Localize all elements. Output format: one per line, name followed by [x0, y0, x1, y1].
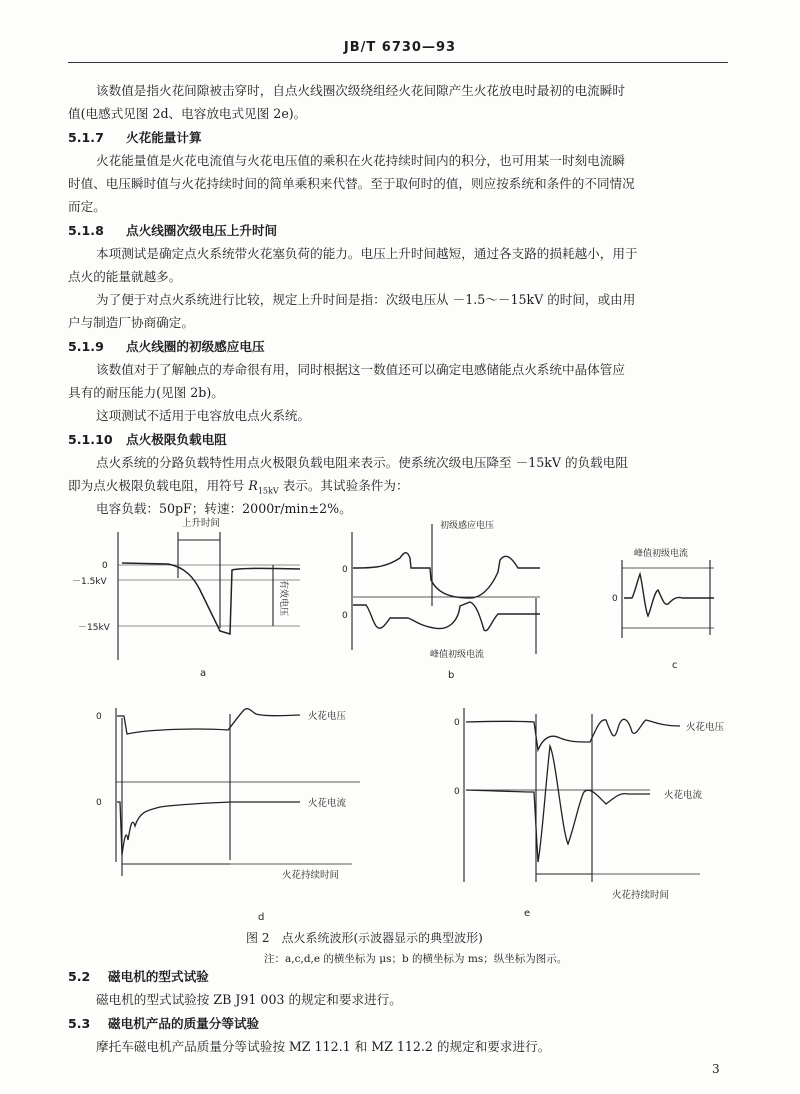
subfigure-label-e: e [524, 908, 531, 919]
primary-voltage-trace [353, 553, 540, 598]
spark-duration-label: 火花持续时间 [612, 890, 670, 901]
paragraph-line: 本项测试是确定点火系统带火花塞负荷的能力。电压上升时间越短，通过各支路的损耗越小，用于 [96, 246, 638, 261]
paragraph-line: 户与制造厂协商确定。 [68, 315, 194, 330]
figure-note: 注：a,c,d,e 的横坐标为 μs；b 的横坐标为 ms；纵坐标为图示。 [264, 953, 568, 965]
paragraph-line: 值(电感式见图 2d、电容放电式见图 2e)。 [68, 106, 307, 121]
paragraph-line: 点火系统的分路负载特性用点火极限负载电阻来表示。使系统次级电压降至 －15kV 的负载电阻 [96, 455, 628, 470]
waveform-b [342, 519, 540, 681]
header-rule [68, 62, 728, 63]
paragraph-line: 电容负载：50pF；转速：2000r/min±2%。 [96, 501, 352, 516]
section-number: 5.3 [68, 1016, 91, 1031]
primary-current-trace [353, 602, 540, 631]
paragraph-line: 该数值是指火花间隙被击穿时，自点火线圈次级绕组经火花间隙产生火花放电时最初的电流瞬时 [96, 83, 625, 98]
spark-voltage-label: 火花电压 [686, 722, 725, 733]
waveform-d [96, 708, 360, 923]
symbol-subscript: 15kV [257, 486, 279, 496]
spark-voltage-trace [117, 709, 300, 734]
section-title: 磁电机的型式试验 [108, 969, 209, 984]
paragraph-line: 这项测试不适用于电容放电点火系统。 [96, 408, 311, 423]
zero-label: 0 [342, 565, 348, 575]
peak-primary-current-label: 峰值初级电流 [634, 549, 689, 559]
zero-label: 0 [342, 611, 348, 621]
paragraph-line: 火花能量值是火花电流值与火花电压值的乘积在火花持续时间内的积分，也可用某一时刻电流瞬 [96, 153, 625, 168]
waveform-c [612, 547, 714, 671]
section-title: 点火线圈的初级感应电压 [126, 339, 265, 354]
spark-voltage-label: 火花电压 [308, 711, 347, 722]
subfigure-label-d: d [258, 912, 265, 923]
zero-label: 0 [96, 712, 102, 722]
subfigure-label-b: b [448, 670, 455, 681]
section-heading-5-2 [68, 965, 209, 988]
section-heading-5-1-7 [68, 126, 202, 149]
paragraph-line: 具有的耐压能力(见图 2b)。 [68, 385, 224, 400]
spark-current-trace [466, 746, 650, 862]
zero-label: 0 [612, 594, 618, 604]
section-heading-5-1-10 [68, 428, 227, 451]
figure-caption: 图 2 点火系统波形(示波器显示的典型波形) [246, 931, 483, 945]
page-number: 3 [712, 1062, 720, 1076]
spark-voltage-trace [466, 719, 680, 750]
paragraph-line: 摩托车磁电机产品质量分等试验按 MZ 112.1 和 MZ 112.2 的规定和要求进行。 [96, 1039, 551, 1054]
paragraph-line: 点火的能量就越多。 [68, 269, 182, 284]
subfigure-label-a: a [200, 668, 207, 679]
spark-current-label: 火花电流 [664, 790, 703, 801]
section-number: 5.1.7 [68, 130, 104, 145]
paragraph-line: 该数值对于了解触点的寿命很有用，同时根据这一数值还可以确定电感储能点火系统中晶体管应 [96, 362, 625, 377]
section-heading-5-3 [68, 1012, 259, 1035]
waveform-e [454, 708, 725, 919]
section-title: 磁电机产品的质量分等试验 [108, 1016, 260, 1031]
section-heading-5-1-9 [68, 335, 265, 358]
current-trace [624, 574, 714, 616]
spark-current-label: 火花电流 [308, 798, 347, 809]
zero-label: 0 [454, 718, 460, 728]
effective-voltage-label: 有效电压 [278, 580, 288, 617]
section-title: 点火极限负载电阻 [126, 432, 227, 447]
section-title: 火花能量计算 [126, 130, 202, 145]
symbol-r: R [248, 478, 258, 493]
peak-primary-current-label: 峰值初级电流 [430, 650, 485, 660]
section-title: 点火线圈次级电压上升时间 [126, 223, 278, 238]
axis-label-1-5kv: －1.5kV [72, 577, 107, 587]
section-number: 5.2 [68, 969, 91, 984]
section-heading-5-1-8 [68, 219, 277, 242]
primary-induced-voltage-label: 初级感应电压 [440, 521, 495, 531]
spark-duration-label: 火花持续时间 [282, 870, 340, 881]
zero-label: 0 [96, 798, 102, 808]
spark-current-trace [117, 802, 300, 855]
axis-label-15kv: －15kV [78, 623, 110, 633]
rise-time-label: 上升时间 [182, 518, 221, 529]
text-run: 即为点火极限负载电阻，用符号 [68, 478, 249, 493]
section-number: 5.1.9 [68, 339, 104, 354]
paragraph-line: 而定。 [68, 199, 106, 214]
text-run: 表示。其试验条件为： [278, 478, 409, 493]
section-number: 5.1.8 [68, 223, 104, 238]
section-number: 5.1.10 [68, 432, 113, 447]
figure-2-waveforms [0, 510, 800, 940]
zero-label: 0 [102, 561, 108, 571]
zero-label: 0 [454, 787, 460, 797]
paragraph-line: 为了便于对点火系统进行比较，规定上升时间是指：次级电压从 －1.5～－15kV 的时间，或由用 [96, 292, 636, 307]
document-header: JB/T 6730—93 [343, 40, 457, 55]
paragraph-line: 时值、电压瞬时值与火花持续时间的简单乘积来代替。至于取何时的值，则应按系统和条件的不同情况 [68, 176, 635, 191]
subfigure-label-c: c [672, 660, 678, 671]
waveform-a [72, 517, 300, 679]
paragraph-line: 磁电机的型式试验按 ZB J91 003 的规定和要求进行。 [96, 992, 402, 1007]
